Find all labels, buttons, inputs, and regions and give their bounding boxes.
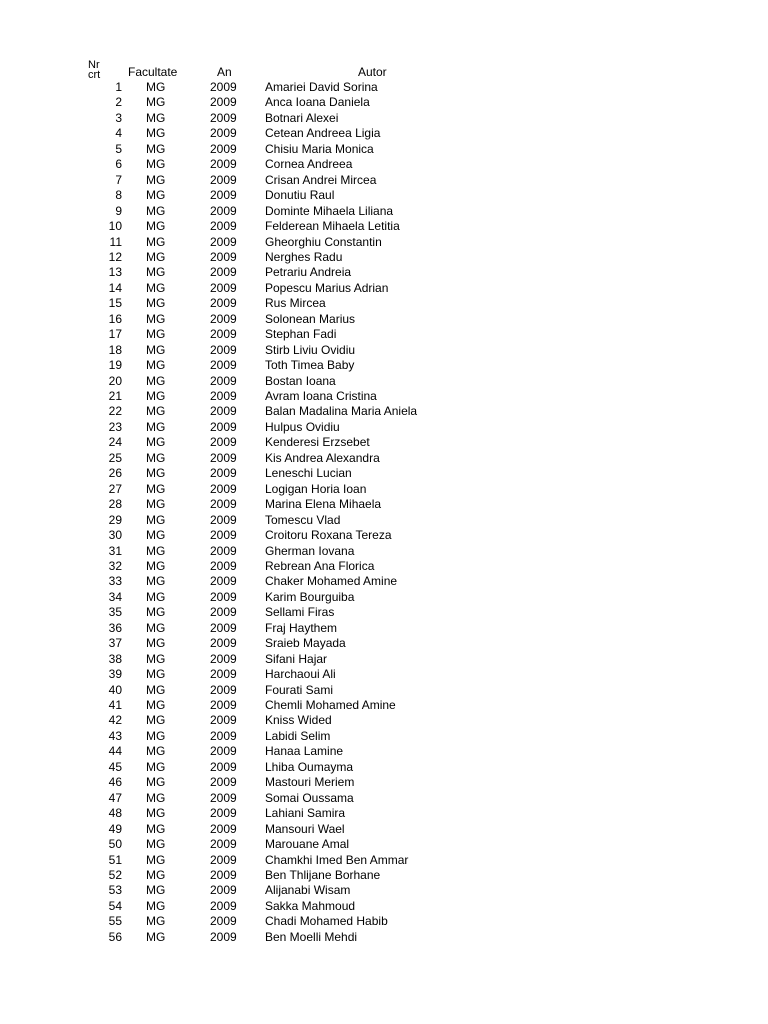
table-row	[0, 250, 768, 265]
row-facultate: MG	[146, 280, 166, 295]
table-row	[0, 621, 768, 636]
header-facultate: Facultate	[128, 65, 178, 79]
row-number: 15	[108, 296, 122, 311]
row-number: 27	[108, 481, 122, 496]
row-an: 2009	[210, 512, 237, 527]
row-facultate: MG	[146, 80, 166, 94]
row-facultate: MG	[146, 219, 166, 234]
row-an: 2009	[210, 898, 237, 913]
row-an: 2009	[210, 636, 237, 651]
row-an: 2009	[210, 95, 237, 110]
row-an: 2009	[210, 728, 237, 743]
row-autor: Rus Mircea	[265, 296, 326, 311]
table-row	[0, 574, 768, 589]
row-number: 28	[108, 497, 122, 512]
row-autor: Gherman Iovana	[265, 543, 355, 558]
row-autor: Kis Andrea Alexandra	[265, 450, 380, 465]
row-autor: Mastouri Meriem	[265, 775, 355, 790]
row-number: 21	[108, 389, 122, 403]
row-facultate: MG	[146, 435, 166, 450]
row-number: 20	[108, 373, 122, 388]
table-row	[0, 791, 768, 806]
row-an: 2009	[210, 806, 237, 821]
row-autor: Botnari Alexei	[265, 110, 339, 125]
row-autor: Chadi Mohamed Habib	[265, 914, 388, 929]
row-an: 2009	[210, 837, 237, 852]
table-row	[0, 652, 768, 667]
row-facultate: MG	[146, 883, 166, 898]
row-autor: Chemli Mohamed Amine	[265, 698, 396, 712]
row-autor: Ben Moelli Mehdi	[265, 929, 358, 944]
row-an: 2009	[210, 358, 237, 373]
row-facultate: MG	[146, 713, 166, 728]
table-row	[0, 698, 768, 713]
row-an: 2009	[210, 929, 237, 944]
table-row	[0, 853, 768, 868]
table-row	[0, 281, 768, 296]
row-facultate: MG	[146, 188, 166, 203]
row-facultate: MG	[146, 311, 166, 326]
row-autor: Marouane Amal	[265, 837, 350, 852]
row-number: 33	[108, 574, 122, 589]
row-autor: Crisan Andrei Mircea	[265, 172, 377, 187]
row-autor: Logigan Horia Ioan	[265, 481, 367, 496]
row-an: 2009	[210, 342, 237, 357]
table-row	[0, 343, 768, 358]
row-autor: Stirb Liviu Ovidiu	[265, 342, 356, 357]
row-an: 2009	[210, 249, 237, 264]
row-number: 1	[115, 80, 122, 94]
row-autor: Mansouri Wael	[265, 821, 345, 836]
row-number: 22	[108, 404, 122, 419]
row-an: 2009	[210, 790, 237, 805]
row-an: 2009	[210, 311, 237, 326]
table-row	[0, 590, 768, 605]
row-facultate: MG	[146, 574, 166, 589]
row-an: 2009	[210, 296, 237, 311]
row-number: 39	[108, 667, 122, 682]
row-an: 2009	[210, 574, 237, 589]
row-number: 11	[109, 234, 122, 249]
row-facultate: MG	[146, 744, 166, 759]
row-an: 2009	[210, 404, 237, 419]
row-facultate: MG	[146, 126, 166, 141]
row-an: 2009	[210, 883, 237, 898]
row-number: 35	[108, 605, 122, 620]
table-row	[0, 188, 768, 203]
row-number: 5	[115, 141, 122, 156]
row-facultate: MG	[146, 589, 166, 604]
row-number: 42	[108, 713, 122, 728]
row-an: 2009	[210, 265, 237, 280]
table-row	[0, 312, 768, 327]
row-facultate: MG	[146, 821, 166, 836]
row-an: 2009	[210, 172, 237, 187]
row-number: 49	[108, 821, 122, 836]
row-autor: Chamkhi Imed Ben Ammar	[265, 852, 409, 867]
table-row	[0, 204, 768, 219]
row-autor: Alijanabi Wisam	[265, 883, 351, 898]
row-number: 12	[108, 249, 122, 264]
row-an: 2009	[210, 466, 237, 481]
row-facultate: MG	[146, 558, 166, 573]
row-number: 31	[108, 543, 122, 558]
table-row	[0, 173, 768, 188]
row-an: 2009	[210, 219, 237, 234]
row-number: 30	[108, 528, 122, 543]
table-row	[0, 559, 768, 574]
table-row	[0, 513, 768, 528]
row-number: 47	[108, 790, 122, 805]
row-an: 2009	[210, 543, 237, 558]
row-autor: Sakka Mahmoud	[265, 898, 356, 913]
row-number: 16	[108, 311, 122, 326]
row-autor: Chaker Mohamed Amine	[265, 574, 398, 589]
row-an: 2009	[210, 589, 237, 604]
row-number: 7	[115, 172, 122, 187]
row-an: 2009	[210, 280, 237, 295]
row-autor: Solonean Marius	[265, 311, 356, 326]
row-autor: Popescu Marius Adrian	[265, 280, 389, 295]
table-row	[0, 837, 768, 852]
row-facultate: MG	[146, 95, 166, 110]
row-autor: Lahiani Samira	[265, 806, 346, 821]
row-autor: Sellami Firas	[265, 605, 335, 620]
row-an: 2009	[210, 481, 237, 496]
row-facultate: MG	[146, 466, 166, 481]
row-number: 50	[108, 837, 122, 852]
row-number: 40	[108, 682, 122, 697]
row-number: 41	[108, 698, 122, 712]
row-facultate: MG	[146, 358, 166, 373]
table-row	[0, 636, 768, 651]
row-an: 2009	[210, 157, 237, 172]
row-autor: Harchaoui Ali	[265, 667, 336, 682]
table-row	[0, 95, 768, 110]
row-autor: Kenderesi Erzsebet	[265, 435, 370, 450]
row-facultate: MG	[146, 481, 166, 496]
row-an: 2009	[210, 914, 237, 929]
row-autor: Ben Thlijane Borhane	[265, 867, 381, 882]
row-autor: Somai Oussama	[265, 790, 354, 805]
row-autor: Fraj Haythem	[265, 620, 338, 635]
row-facultate: MG	[146, 898, 166, 913]
row-autor: Cornea Andreea	[265, 157, 353, 172]
row-number: 6	[115, 157, 122, 172]
row-number: 9	[115, 203, 122, 218]
row-an: 2009	[210, 80, 237, 94]
row-facultate: MG	[146, 620, 166, 635]
row-autor: Leneschi Lucian	[265, 466, 352, 481]
row-number: 18	[108, 342, 122, 357]
table-row	[0, 219, 768, 234]
table-row	[0, 899, 768, 914]
row-autor: Balan Madalina Maria Aniela	[265, 404, 418, 419]
row-number: 14	[108, 280, 122, 295]
row-autor: Felderean Mihaela Letitia	[265, 219, 400, 234]
row-autor: Cetean Andreea Ligia	[265, 126, 381, 141]
row-autor: Tomescu Vlad	[265, 512, 341, 527]
row-autor: Anca Ioana Daniela	[265, 95, 370, 110]
table-row	[0, 358, 768, 373]
table-row	[0, 374, 768, 389]
row-facultate: MG	[146, 852, 166, 867]
row-autor: Amariei David Sorina	[265, 80, 378, 94]
row-facultate: MG	[146, 249, 166, 264]
row-autor: Dominte Mihaela Liliana	[265, 203, 394, 218]
row-facultate: MG	[146, 636, 166, 651]
row-autor: Stephan Fadi	[265, 327, 337, 342]
row-facultate: MG	[146, 775, 166, 790]
row-an: 2009	[210, 373, 237, 388]
row-an: 2009	[210, 389, 237, 403]
row-facultate: MG	[146, 929, 166, 944]
row-facultate: MG	[146, 837, 166, 852]
row-an: 2009	[210, 497, 237, 512]
table-row	[0, 235, 768, 250]
table-row	[0, 667, 768, 682]
row-autor: Labidi Selim	[265, 728, 331, 743]
row-facultate: MG	[146, 806, 166, 821]
row-number: 45	[108, 759, 122, 774]
row-an: 2009	[210, 110, 237, 125]
row-facultate: MG	[146, 790, 166, 805]
row-an: 2009	[210, 698, 237, 712]
row-facultate: MG	[146, 419, 166, 434]
row-autor: Avram Ioana Cristina	[265, 389, 377, 403]
row-number: 38	[108, 651, 122, 666]
table-row	[0, 760, 768, 775]
row-an: 2009	[210, 188, 237, 203]
row-number: 3	[115, 110, 122, 125]
table-row	[0, 389, 768, 404]
table-row	[0, 265, 768, 280]
row-facultate: MG	[146, 728, 166, 743]
row-number: 36	[108, 620, 122, 635]
table-row	[0, 683, 768, 698]
row-number: 51	[108, 852, 122, 867]
row-autor: Rebrean Ana Florica	[265, 558, 375, 573]
table-row	[0, 605, 768, 620]
row-autor: Lhiba Oumayma	[265, 759, 354, 774]
row-facultate: MG	[146, 373, 166, 388]
row-number: 34	[108, 589, 122, 604]
row-number: 8	[115, 188, 122, 203]
table-row	[0, 729, 768, 744]
table-row	[0, 80, 768, 95]
row-an: 2009	[210, 605, 237, 620]
row-number: 46	[108, 775, 122, 790]
row-autor: Toth Timea Baby	[265, 358, 355, 373]
header-nr-crt: Nr crt	[88, 60, 101, 80]
table-row	[0, 775, 768, 790]
row-an: 2009	[210, 419, 237, 434]
row-an: 2009	[210, 682, 237, 697]
row-autor: Nerghes Radu	[265, 249, 343, 264]
row-facultate: MG	[146, 296, 166, 311]
table-row	[0, 744, 768, 759]
row-number: 29	[108, 512, 122, 527]
row-an: 2009	[210, 126, 237, 141]
table-row	[0, 327, 768, 342]
row-number: 55	[108, 914, 122, 929]
row-facultate: MG	[146, 342, 166, 357]
table-row	[0, 482, 768, 497]
row-an: 2009	[210, 667, 237, 682]
row-number: 13	[108, 265, 122, 280]
row-facultate: MG	[146, 512, 166, 527]
row-facultate: MG	[146, 404, 166, 419]
row-an: 2009	[210, 867, 237, 882]
row-autor: Kniss Wided	[265, 713, 332, 728]
table-row	[0, 435, 768, 450]
row-number: 24	[108, 435, 122, 450]
row-facultate: MG	[146, 172, 166, 187]
row-facultate: MG	[146, 651, 166, 666]
row-an: 2009	[210, 759, 237, 774]
row-number: 53	[108, 883, 122, 898]
table-row	[0, 544, 768, 559]
row-an: 2009	[210, 852, 237, 867]
row-facultate: MG	[146, 265, 166, 280]
table-row	[0, 713, 768, 728]
row-facultate: MG	[146, 203, 166, 218]
row-an: 2009	[210, 528, 237, 543]
row-facultate: MG	[146, 497, 166, 512]
table-row	[0, 930, 768, 945]
table-row	[0, 822, 768, 837]
row-facultate: MG	[146, 327, 166, 342]
row-an: 2009	[210, 327, 237, 342]
row-facultate: MG	[146, 543, 166, 558]
table-row	[0, 883, 768, 898]
row-number: 25	[108, 450, 122, 465]
table-row	[0, 111, 768, 126]
row-an: 2009	[210, 651, 237, 666]
row-facultate: MG	[146, 234, 166, 249]
row-number: 32	[108, 558, 122, 573]
row-autor: Hulpus Ovidiu	[265, 419, 340, 434]
row-autor: Gheorghiu Constantin	[265, 234, 382, 249]
row-an: 2009	[210, 203, 237, 218]
row-facultate: MG	[146, 141, 166, 156]
row-autor: Fourati Sami	[265, 682, 334, 697]
row-number: 52	[108, 867, 122, 882]
row-facultate: MG	[146, 157, 166, 172]
row-an: 2009	[210, 744, 237, 759]
row-autor: Sraieb Mayada	[265, 636, 346, 651]
row-autor: Chisiu Maria Monica	[265, 141, 374, 156]
row-number: 4	[115, 126, 122, 141]
table-row	[0, 868, 768, 883]
row-number: 44	[108, 744, 122, 759]
table-row	[0, 126, 768, 141]
row-autor: Croitoru Roxana Tereza	[265, 528, 392, 543]
row-an: 2009	[210, 821, 237, 836]
table-row	[0, 497, 768, 512]
table-row	[0, 451, 768, 466]
row-an: 2009	[210, 141, 237, 156]
table-row	[0, 466, 768, 481]
row-number: 10	[108, 219, 122, 234]
row-autor: Karim Bourguiba	[265, 589, 355, 604]
row-number: 17	[108, 327, 122, 342]
row-facultate: MG	[146, 759, 166, 774]
table-row	[0, 157, 768, 172]
row-autor: Petrariu Andreia	[265, 265, 352, 280]
row-autor: Donutiu Raul	[265, 188, 335, 203]
row-number: 23	[108, 419, 122, 434]
row-number: 54	[108, 898, 122, 913]
row-facultate: MG	[146, 528, 166, 543]
row-facultate: MG	[146, 682, 166, 697]
row-number: 26	[108, 466, 122, 481]
row-facultate: MG	[146, 867, 166, 882]
header-an: An	[217, 65, 232, 79]
row-autor: Marina Elena Mihaela	[265, 497, 382, 512]
row-facultate: MG	[146, 450, 166, 465]
row-facultate: MG	[146, 914, 166, 929]
row-an: 2009	[210, 450, 237, 465]
row-autor: Hanaa Lamine	[265, 744, 344, 759]
table-row	[0, 142, 768, 157]
row-an: 2009	[210, 234, 237, 249]
row-an: 2009	[210, 713, 237, 728]
row-an: 2009	[210, 435, 237, 450]
row-facultate: MG	[146, 605, 166, 620]
table-row	[0, 914, 768, 929]
row-facultate: MG	[146, 389, 166, 403]
row-number: 2	[115, 95, 122, 110]
table-row	[0, 296, 768, 311]
row-autor: Sifani Hajar	[265, 651, 328, 666]
row-autor: Bostan Ioana	[265, 373, 336, 388]
table-row	[0, 528, 768, 543]
header-autor: Autor	[358, 65, 387, 79]
row-facultate: MG	[146, 110, 166, 125]
row-facultate: MG	[146, 698, 166, 712]
row-facultate: MG	[146, 667, 166, 682]
row-an: 2009	[210, 620, 237, 635]
row-number: 48	[108, 806, 122, 821]
row-number: 56	[108, 929, 122, 944]
row-number: 37	[108, 636, 122, 651]
row-an: 2009	[210, 558, 237, 573]
table-row	[0, 806, 768, 821]
row-number: 19	[108, 358, 122, 373]
row-number: 43	[108, 728, 122, 743]
table-row	[0, 404, 768, 419]
table-row	[0, 420, 768, 435]
row-an: 2009	[210, 775, 237, 790]
